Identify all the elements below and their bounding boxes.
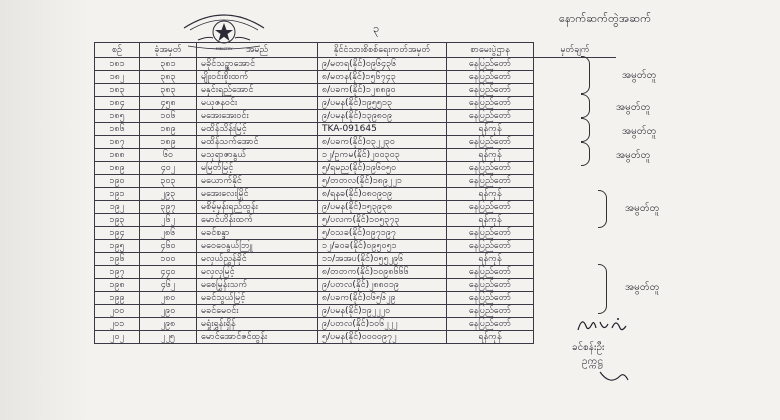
cell-name: မရှုံးရွှန်းရှိန် <box>197 318 318 331</box>
cell-roll: ၄၆၂ <box>140 279 197 292</box>
cell-remark <box>534 110 617 123</box>
table-row <box>95 227 617 240</box>
column-header-roll: ခုံအမှတ် <box>140 43 197 58</box>
cell-location: နေပြည်တော် <box>447 136 534 149</box>
cell-no: ၁၈၂ <box>95 71 140 84</box>
cell-name: မစေမြှန်းသက် <box>197 279 318 292</box>
table-row <box>95 110 617 123</box>
cell-no: ၁၈၇ <box>95 136 140 149</box>
cell-roll: ၂၈၆ <box>140 227 197 240</box>
cell-name: မသုရာဇာနွယ် <box>197 149 318 162</box>
cell-location: နေပြည်တော် <box>447 227 534 240</box>
cell-name: မယောက်နိုင် <box>197 175 318 188</box>
cell-nrc: ၉/ပတလ(နိုင်)၁၀၆၂၂၂ <box>318 318 447 331</box>
cell-no: ၂၀၁ <box>95 318 140 331</box>
candidate-table <box>94 42 616 344</box>
cell-no: ၁၉၃ <box>95 214 140 227</box>
cell-location: ရန်ကုန် <box>447 214 534 227</box>
cell-no: ၁၉၅ <box>95 240 140 253</box>
table-row <box>95 253 617 266</box>
svg-text:MINISTRY: MINISTRY <box>215 47 233 51</box>
cell-location: နေပြည်တော် <box>447 162 534 175</box>
cell-nrc: ၅/ရမည(နိုင်)၁၉၆၀၅၀ <box>318 162 447 175</box>
cell-no: ၁၉၁ <box>95 188 140 201</box>
cell-no: ၁၉၉ <box>95 292 140 305</box>
cell-roll: ၂၆၂ <box>140 214 197 227</box>
handwritten-signature <box>574 314 634 338</box>
table-header-row <box>95 43 617 58</box>
remark-label: အမွတ်တူ <box>622 126 657 137</box>
cell-roll: ၁၀၆ <box>140 110 197 123</box>
cell-no: ၁၈၆ <box>95 123 140 136</box>
cell-nrc: ၁၂/ခဝခ(နိုင်)၀၉၅၀၅၁ <box>318 240 447 253</box>
cell-name: မစိမ့်မှန်းရည်ထွန်း <box>197 201 318 214</box>
column-header-no: စဉ် <box>95 43 140 58</box>
cell-roll: ၂၂၅ <box>140 331 197 344</box>
cell-nrc: ၉/ပမန(နိုင်)၁၅၃၉၃၈ <box>318 201 447 214</box>
cell-no: ၂၀၂ <box>95 331 140 344</box>
cell-remark <box>534 123 617 136</box>
cell-roll: ၂၉၃ <box>140 188 197 201</box>
table-row <box>95 318 617 331</box>
cell-location: ရန်ကုန် <box>447 331 534 344</box>
cell-location: နေပြည်တော် <box>447 110 534 123</box>
cell-remark <box>534 84 617 97</box>
remark-label: အမွတ်တူ <box>625 282 660 293</box>
cell-roll: ၂၈၀ <box>140 292 197 305</box>
cell-nrc: ၁၂/ဥကမ(နိုင်)၂၀၀၃၀၃ <box>318 149 447 162</box>
table-row <box>95 175 617 188</box>
cell-remark <box>534 175 617 188</box>
cell-no: ၁၉၇ <box>95 266 140 279</box>
cell-location: ရန်ကုန် <box>447 149 534 162</box>
cell-name: မလှလှမြင့် <box>197 266 318 279</box>
cell-location: နေပြည်တော် <box>447 240 534 253</box>
cell-nrc: ၈/ပခက(နိုင်)၀၃၂၂၃၀ <box>318 136 447 149</box>
column-header-remark: မှတ်ချက် <box>534 43 617 58</box>
cell-roll: ၁၈၉ <box>140 123 197 136</box>
scan-shadow <box>0 0 90 420</box>
signatory-title: ဥက္ကဋ္ဌ <box>582 356 603 367</box>
cell-location: နေပြည်တော် <box>447 71 534 84</box>
cell-no: ၁၉၆ <box>95 253 140 266</box>
cell-nrc: ၅/တတလ(နိုင်)၁၈၉၂၂၁ <box>318 175 447 188</box>
cell-location: နေပြည်တော် <box>447 292 534 305</box>
signatory-name: ခင်စန်းဦး <box>572 342 605 353</box>
remark-bracket <box>581 142 590 166</box>
cell-name: မခင်သွယ်မြင့် <box>197 292 318 305</box>
cell-roll: ၁၈၉ <box>140 136 197 149</box>
cell-remark <box>534 162 617 175</box>
cell-name: မောင်ဟိန်းထက် <box>197 214 318 227</box>
cell-location: နေပြည်တော် <box>447 175 534 188</box>
table-row <box>95 162 617 175</box>
cell-nrc: ၈/ရနခ(နိုင်)၀၈၀၉၀၉ <box>318 188 447 201</box>
remark-bracket <box>598 264 607 314</box>
cell-no: ၂၀၀ <box>95 305 140 318</box>
cell-remark <box>534 240 617 253</box>
cell-nrc: ၈/မတန(နိုင်)၁၅၆၇၄၃ <box>318 71 447 84</box>
remark-label: အမွတ်တူ <box>616 150 651 161</box>
table-row <box>95 188 617 201</box>
cell-name: မထိန်သက်အောင် <box>197 136 318 149</box>
cell-name: မလှယ်ညွှန်ခိုင် <box>197 253 318 266</box>
table-row <box>95 201 617 214</box>
remark-label: အမွတ်တူ <box>625 203 660 214</box>
cell-location: ရန်ကုန် <box>447 188 534 201</box>
cell-remark <box>534 97 617 110</box>
cell-location: နေပြည်တော် <box>447 305 534 318</box>
cell-roll: ၁၀၀ <box>140 253 197 266</box>
cell-name: မခင်မေဝင်း <box>197 305 318 318</box>
table-row <box>95 331 617 344</box>
table-row <box>95 214 617 227</box>
cell-no: ၁၉၈ <box>95 279 140 292</box>
cell-nrc: ၅/ပမန(နိုင်)၀၀၀၀၉၇၂ <box>318 331 447 344</box>
page-number: ၃ <box>373 22 380 35</box>
remark-bracket <box>581 118 590 142</box>
cell-roll: ၃၈၁ <box>140 58 197 71</box>
cell-nrc: ၉/ပမန(နိုင်)၁၃၉၈၀၉ <box>318 110 447 123</box>
table-row <box>95 123 617 136</box>
column-header-location: စာမေးပွဲဌာန <box>447 43 534 58</box>
remark-bracket <box>581 94 590 118</box>
cell-nrc: ၈/တတက(နိုင်)၁၀၉၈၆၆၆ <box>318 266 447 279</box>
cell-name: မျိုးဝင်းစိုးထက် <box>197 71 318 84</box>
cell-nrc: ၉/ပမန(နိုင်)၁၉၅၅၁၃ <box>318 97 447 110</box>
cell-no: ၁၈၅ <box>95 110 140 123</box>
cell-no: ၁၉၀ <box>95 175 140 188</box>
cell-remark <box>534 253 617 266</box>
cell-remark <box>534 71 617 84</box>
column-header-nrc: နိုင်ငံသားစိစစ်ရေးကတ်အမှတ် <box>318 43 447 58</box>
cell-name: မထိန်သိန်းမြင့် <box>197 123 318 136</box>
cell-name: မအေးလေးမြိုင် <box>197 188 318 201</box>
remark-label: အမွတ်တူ <box>616 102 651 113</box>
cell-no: ၁၉၄ <box>95 227 140 240</box>
cell-name: မမြတ်မြင့် <box>197 162 318 175</box>
table-row <box>95 136 617 149</box>
cell-no: ၁၈၁ <box>95 58 140 71</box>
cell-location: နေပြည်တော် <box>447 318 534 331</box>
cell-roll: ၄၅၈ <box>140 97 197 110</box>
cell-nrc: ၁၁/အအပ(နိုင်)၀၅၅၂၉၆ <box>318 253 447 266</box>
cell-no: ၁၈၃ <box>95 84 140 97</box>
cell-nrc: ၉/ပမန(နိုင်)၁၉၂၂၂၀ <box>318 305 447 318</box>
cell-name: မနှင်းရည်အောင် <box>197 84 318 97</box>
cell-roll: ၃၉၇ <box>140 201 197 214</box>
cell-nrc: ၈/ပခက(နိုင်)၀၆၅၆၂၉ <box>318 292 447 305</box>
cell-name: မဝေဝေနွယ်ဘြူ <box>197 240 318 253</box>
table-row <box>95 279 617 292</box>
cell-location: နေပြည်တော် <box>447 279 534 292</box>
cell-location: နေပြည်တော် <box>447 58 534 71</box>
cell-roll: ၂၉၈ <box>140 318 197 331</box>
cell-remark <box>534 227 617 240</box>
remark-bracket <box>581 56 590 94</box>
cell-location: ရန်ကုန် <box>447 123 534 136</box>
signature-block <box>570 312 690 412</box>
table-row <box>95 240 617 253</box>
table-row <box>95 149 617 162</box>
signature-flourish <box>594 368 634 388</box>
table-row <box>95 292 617 305</box>
cell-roll: ၃၈၃ <box>140 71 197 84</box>
cell-nrc: ၈/ပခက(နိုင်)၁၂၈၈၉၀ <box>318 84 447 97</box>
cell-remark <box>534 149 617 162</box>
table-row <box>95 71 617 84</box>
column-header-name: အမည် <box>197 43 318 58</box>
table-row <box>95 305 617 318</box>
continuation-heading: နောက်ဆက်တွဲအဆက် <box>559 12 652 25</box>
cell-remark <box>534 58 617 71</box>
cell-roll: ၃၈၃ <box>140 84 197 97</box>
cell-roll: ၆၀ <box>140 149 197 162</box>
cell-no: ၁၉၂ <box>95 201 140 214</box>
cell-no: ၁၈၄ <box>95 97 140 110</box>
remark-bracket <box>598 190 607 228</box>
cell-remark <box>534 136 617 149</box>
cell-name: မောင်အောင်ဇင်ထွန်း <box>197 331 318 344</box>
cell-roll: ၄၆၀ <box>140 240 197 253</box>
remark-label: အမွတ်တူ <box>622 70 657 81</box>
cell-location: ရန်ကုန် <box>447 253 534 266</box>
cell-location: နေပြည်တော် <box>447 201 534 214</box>
cell-nrc: ၉/ပတလ(နိုင်)၂၈၈၀၁၉ <box>318 279 447 292</box>
cell-roll: ၂၉၀ <box>140 305 197 318</box>
table-row <box>95 97 617 110</box>
cell-nrc: ၅/ပလက(နိုင်)၁၀၅၃၇၃ <box>318 214 447 227</box>
cell-roll: ၃၀၃ <box>140 175 197 188</box>
table-row <box>95 84 617 97</box>
table-row <box>95 266 617 279</box>
cell-name: မခိုင်သဉ္ဇာအောင် <box>197 58 318 71</box>
cell-nrc: TKA-091645 <box>318 123 447 136</box>
cell-no: ၁၈၈ <box>95 149 140 162</box>
cell-roll: ၄၀၂ <box>140 162 197 175</box>
cell-roll: ၄၄၀ <box>140 266 197 279</box>
cell-nrc: ၉/မတရ(နိုင်)၀၉၆၄၃၆ <box>318 58 447 71</box>
cell-location: နေပြည်တော် <box>447 266 534 279</box>
cell-nrc: ၅/ဝသခ(နိုင်)၀၉၇၁၉၇ <box>318 227 447 240</box>
cell-location: နေပြည်တော် <box>447 84 534 97</box>
cell-no: ၁၈၉ <box>95 162 140 175</box>
cell-name: မခင်စန္ဒာ <box>197 227 318 240</box>
cell-name: မယုဇနဝင်း <box>197 97 318 110</box>
cell-name: မအေးအေးဝင်း <box>197 110 318 123</box>
cell-location: နေပြည်တော် <box>447 97 534 110</box>
table-row <box>95 58 617 71</box>
